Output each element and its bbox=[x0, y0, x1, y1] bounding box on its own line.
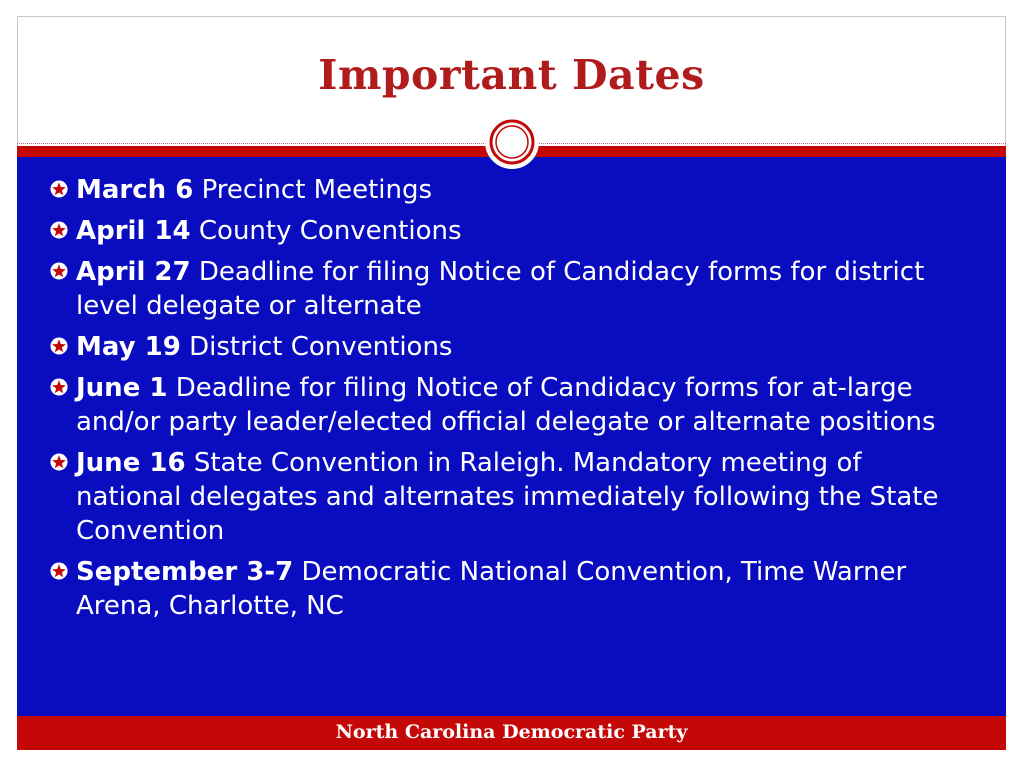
list-item bbox=[50, 371, 970, 439]
page-title: Important Dates bbox=[318, 51, 705, 99]
item-date: March 6 bbox=[76, 175, 194, 205]
item-text: Democratic National Convention, Time Warner Arena, Charlotte, NC bbox=[76, 557, 907, 621]
item-text: Precinct Meetings bbox=[201, 175, 433, 205]
star-icon bbox=[50, 453, 68, 471]
item-date: June 16 bbox=[76, 448, 186, 478]
footer-bar: North Carolina Democratic Party bbox=[17, 716, 1006, 750]
circle-ornament-icon bbox=[484, 114, 540, 170]
list-item bbox=[50, 330, 970, 364]
list-item bbox=[50, 173, 970, 207]
item-date: April 27 bbox=[76, 257, 191, 287]
item-text: District Conventions bbox=[189, 332, 453, 362]
star-icon bbox=[50, 180, 68, 198]
list-item bbox=[50, 555, 970, 623]
item-date: April 14 bbox=[76, 216, 191, 246]
item-text: County Conventions bbox=[198, 216, 462, 246]
star-icon bbox=[50, 337, 68, 355]
item-date: May 19 bbox=[76, 332, 181, 362]
list-item bbox=[50, 214, 970, 248]
list-item bbox=[50, 255, 970, 323]
star-icon bbox=[50, 262, 68, 280]
star-icon bbox=[50, 378, 68, 396]
item-text: Deadline for filing Notice of Candidacy forms for at-large and/or party leader/elected official delegate or alternate positions bbox=[76, 373, 936, 437]
item-text: Deadline for filing Notice of Candidacy forms for district level delegate or alternate bbox=[76, 257, 925, 321]
item-date: June 1 bbox=[76, 373, 168, 403]
item-text: State Convention in Raleigh. Mandatory meeting of national delegates and alternates immediately following the State Convention bbox=[76, 448, 939, 546]
item-date: September 3-7 bbox=[76, 557, 294, 587]
star-icon bbox=[50, 221, 68, 239]
list-item bbox=[50, 446, 970, 548]
dates-list bbox=[50, 173, 970, 630]
star-icon bbox=[50, 562, 68, 580]
